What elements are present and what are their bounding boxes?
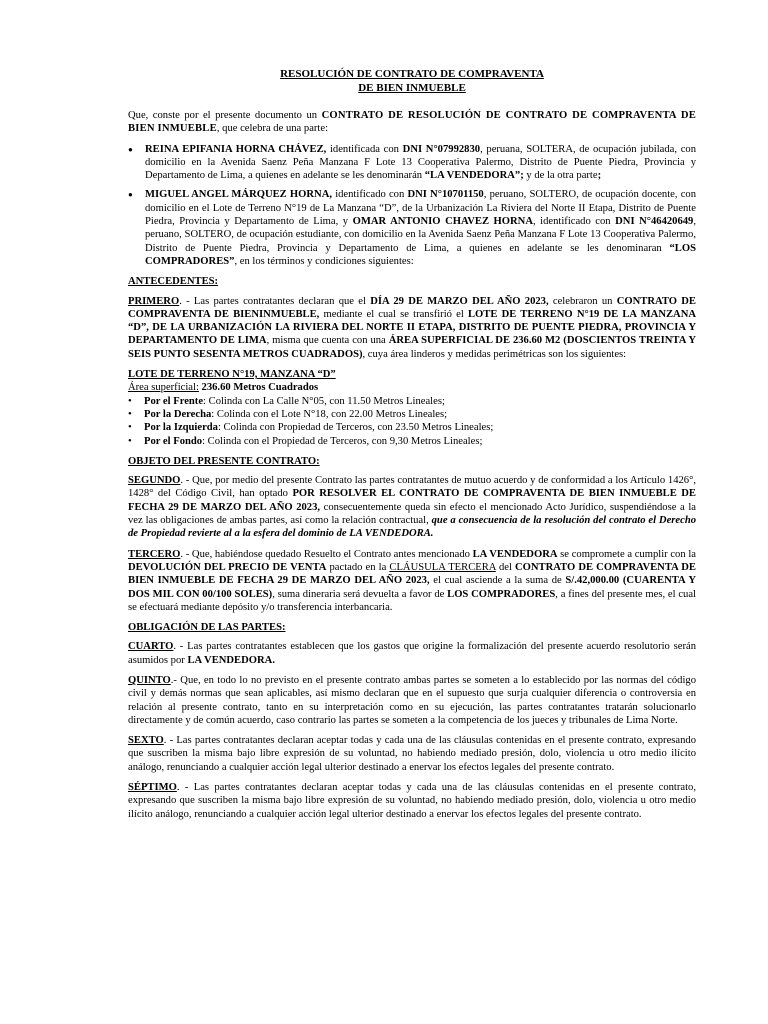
title-line-1: RESOLUCIÓN DE CONTRATO DE COMPRAVENTA	[280, 68, 544, 80]
buyers-alias: “LOS COMPRADORES”	[145, 242, 696, 267]
intro-paragraph	[128, 109, 696, 136]
lot-area	[128, 381, 696, 394]
boundary-label: Por el Fondo	[144, 435, 203, 447]
lot-boundary-item	[128, 421, 696, 434]
seller-text-2: , peruana, SOLTERA, de ocupación jubilada, con domicilio en la Avenida Saenz Peña Manzana F Lote 13 Cooperativa Palermo, Distrito de Puente Piedra, Provincia y Departamento de Lima, a quienes en adelante se les denominarán	[145, 143, 696, 182]
boundary-text: : Colinda con el Propiedad de Terceros, con 9,30 Metros Lineales;	[202, 435, 483, 447]
primero-date: DÍA 29 DE MARZO DEL AÑO 2023,	[370, 295, 549, 307]
primero-area: ÁREA SUPERFICIAL DE 236.60 M2 (DOSCIENTOS TREINTA Y SEIS PUNTO SESENTA METROS CUADRADOS)	[128, 335, 696, 360]
title-line-2: DE BIEN INMUEBLE	[358, 81, 466, 94]
clause-cuarto-label: CUARTO	[128, 641, 174, 653]
clause-primero-label: PRIMERO	[128, 295, 180, 307]
tercero-text-7: , a fines del presente mes, el cual se efectuará mediante depósito y/o transferencia interbancaria.	[128, 588, 696, 613]
tercero-contract: CONTRATO DE COMPRAVENTA DE BIEN INMUEBLE DE FECHA 29 DE MARZO DEL AÑO 2023,	[128, 561, 696, 587]
tercero-buyers: LOS COMPRADORES	[447, 588, 556, 600]
primero-lot: LOTE DE TERRENO N°19 DE LA MANZANA “D”, DE LA URBANIZACIÓN LA RIVIERA DEL NORTE II ETAPA, DISTRITO DE PUENTE PIEDRA, PROVINCIA Y DEPARTAMENTO DE LIMA	[128, 308, 696, 347]
primero-text-2: celebraron un	[548, 295, 617, 307]
intro-text-end: , que celebra de una parte:	[216, 123, 329, 135]
clause-quinto-label: QUINTO	[128, 674, 171, 686]
lot-description	[128, 368, 696, 448]
septimo-text: . - Las partes contratantes declaran aceptar todas y cada una de las cláusulas contenidas en el presente contrato, expresando que suscriben la misma bajo libre expresión de su voluntad, no habiendo mediado presión, dolo, violencia u otro medio ilícito análogo, renunciando a cualquier acción legal ulterior destinado a enervar los efectos legales del presente contrato.	[128, 782, 696, 820]
tercero-text-5: el cual asciende a la suma de	[429, 575, 566, 587]
seller-text-1: identificada con	[326, 143, 403, 155]
buyer-text-3: , identificado con	[533, 216, 616, 228]
lot-area-label: Área superficial:	[128, 382, 199, 394]
buyer-text-5: , en los términos y condiciones siguientes:	[234, 255, 414, 267]
sexto-text: . - Las partes contratantes declaran aceptar todas y cada una de las cláusulas contenidas en el presente contrato, expresando que suscriben la misma bajo libre expresión de su voluntad, no habiendo mediado presión, dolo, violencia u otro medio ilícito análogo, renunciando a cualquier acción legal ulterior destinado a enervar los efectos legales del presente contrato.	[128, 735, 696, 773]
lot-boundary-item	[128, 435, 696, 448]
tercero-seller: LA VENDEDORA	[472, 548, 558, 560]
clause-septimo	[128, 781, 696, 821]
seller-alias: “LA VENDEDORA”;	[424, 170, 524, 182]
buyer2-dni: DNI N°46420649	[615, 216, 694, 228]
lot-area-value: 236.60 Metros Cuadrados	[198, 382, 319, 394]
tercero-text-4: del	[495, 561, 516, 573]
clause-tercero	[128, 548, 696, 614]
lot-heading: LOTE DE TERRENO N°19, MANZANA “D”	[128, 369, 336, 381]
clause-segundo	[128, 474, 696, 540]
primero-text-1: . - Las partes contratantes declaran que el	[179, 295, 371, 307]
antecedentes-heading: ANTECEDENTES:	[128, 276, 219, 288]
clause-sexto-label: SEXTO	[128, 735, 164, 747]
clause-septimo-label: SÉPTIMO	[128, 782, 177, 794]
primero-text-3: mediante el cual se transfirió el	[319, 308, 468, 320]
objeto-heading: OBJETO DEL PRESENTE CONTRATO:	[128, 455, 320, 467]
document-title	[128, 68, 696, 95]
buyer1-dni: DNI N°10701150	[407, 189, 484, 201]
lot-boundaries	[128, 395, 696, 448]
lot-boundary-item	[128, 408, 696, 421]
party-buyers	[128, 188, 696, 268]
primero-text-4: , misma que cuenta con una	[266, 335, 389, 347]
clause-cuarto	[128, 640, 696, 667]
buyer-text-4: , peruano, SOLTERO, de ocupación estudiante, con domicilio en la Avenida Saenz Peña Manzana F Lote 13 Cooperativa Palermo, Distrito de Puente Piedra, Provincia y Departamento de Lima, a quienes en adelante se les denominaran	[145, 216, 697, 254]
seller-semicolon: ;	[597, 170, 602, 182]
buyer-text-1: identificado con	[332, 189, 408, 201]
boundary-label: Por la Izquierda	[144, 422, 218, 434]
lot-boundary-item	[128, 395, 696, 408]
segundo-emphasis: que a consecuencia de la resolución del contrato el Derecho de Propiedad revierte al a la esfera del dominio de LA VENDEDORA.	[128, 515, 697, 540]
tercero-text-3: pactado en la	[326, 561, 390, 573]
buyer2-name: OMAR ANTONIO CHAVEZ HORNA	[352, 216, 533, 228]
seller-text-3: y de la otra parte	[523, 170, 598, 182]
boundary-text: : Colinda con La Calle N°05, con 11.50 Metros Lineales;	[203, 395, 445, 407]
tercero-refund: DEVOLUCIÓN DEL PRECIO DE VENTA	[128, 561, 327, 573]
clause-segundo-label: SEGUNDO	[128, 475, 181, 487]
intro-contract-name: CONTRATO DE RESOLUCIÓN DE CONTRATO DE COMPRAVENTA DE BIEN INMUEBLE	[128, 110, 696, 135]
boundary-text: : Colinda con Propiedad de Terceros, con 23.50 Metros Lineales;	[217, 422, 494, 434]
intro-text: Que, conste por el presente documento un	[128, 110, 322, 121]
buyer1-name: MIGUEL ANGEL MÁRQUEZ HORNA,	[145, 189, 333, 201]
parties-list	[128, 143, 696, 269]
tercero-text-2: se compromete a cumplir con la	[557, 548, 696, 560]
clause-tercero-label: TERCERO	[128, 548, 181, 560]
clause-sexto	[128, 734, 696, 774]
segundo-text-1: . - Que, por medio del presente Contrato las partes contratantes de mutuo acuerdo y de conformidad a los Artículo 1426°, 1428° del Código Civil, han optado	[128, 475, 696, 500]
party-seller	[128, 143, 696, 183]
boundary-text: : Colinda con el Lote N°18, con 22.00 Metros Lineales;	[211, 408, 448, 420]
clause-primero	[128, 295, 696, 361]
tercero-text-1: . - Que, habiéndose quedado Resuelto el Contrato antes mencionado	[180, 548, 473, 560]
clause-quinto	[128, 674, 696, 727]
obligacion-heading: OBLIGACIÓN DE LAS PARTES:	[128, 622, 286, 634]
primero-text-5: , cuya área linderos y medidas perimétricas son los siguientes:	[362, 348, 627, 360]
tercero-amount: S/.42,000.00 (CUARENTA Y DOS MIL CON 00/100 SOLES)	[128, 575, 696, 600]
tercero-clause-ref: CLÁUSULA TERCERA	[389, 561, 496, 573]
segundo-text-2: consecuentemente queda sin efecto el mencionado Acto Jurídico, suspendiéndose a la vez las obligaciones de ambas partes, así como la relación contractual,	[128, 501, 696, 527]
seller-name: REINA EPIFANIA HORNA CHÁVEZ,	[145, 143, 327, 155]
buyer-text-2: , peruano, SOLTERO, de ocupación docente, con domicilio en el Lote de Terreno N°19 de La Manzana “D”, de la Urbanización La Riviera del Norte II Etapa, Distrito de Puente Piedra, Provincia y Departamento de Lima, y	[145, 189, 696, 228]
cuarto-seller: LA VENDEDORA.	[187, 654, 275, 666]
segundo-resolution: POR RESOLVER EL CONTRATO DE COMPRAVENTA DE BIEN INMUEBLE DE FECHA 29 DE MARZO DEL AÑO 2023,	[128, 488, 696, 513]
boundary-label: Por el Frente	[144, 395, 204, 407]
tercero-text-6: , suma dineraria será devuelta a favor de	[272, 588, 448, 600]
cuarto-text-1: . - Las partes contratantes establecen que los gastos que origine la formalización del presente acuerdo resolutorio serán asumidos por	[128, 641, 696, 666]
quinto-text: .- Que, en todo lo no previsto en el presente contrato ambas partes se someten a lo establecido por las normas del código civil y demás normas que sean aplicables, así mismo declaran que en el supuesto que surja cualquier diferencia o controversia en relación al presente contrato, tanto en su interpretación como en su ejecución, las partes contratantes tratarán solucionarlo directamente y de común acuerdo, caso contrario las partes se someten a la competencia de los jueces y tribunales de Lima Norte.	[128, 674, 696, 726]
primero-contract: CONTRATO DE COMPRAVENTA DE BIENINMUEBLE,	[128, 295, 696, 320]
boundary-label: Por la Derecha	[144, 408, 212, 420]
seller-dni: DNI N°07992830	[402, 143, 481, 155]
